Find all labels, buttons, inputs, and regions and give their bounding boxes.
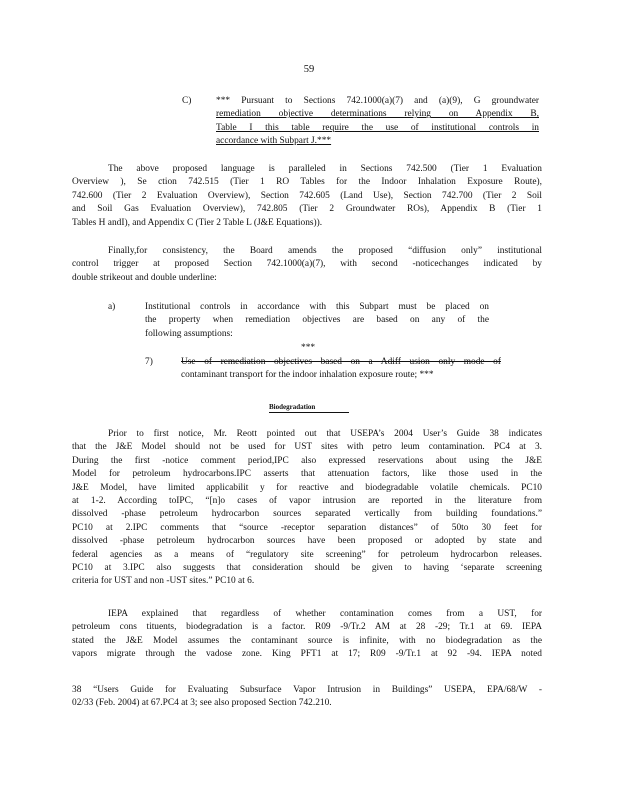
paragraph-line: During the first -notice comment period,IPC also expressed reservations about using the J&E [72, 455, 542, 466]
paragraph-line: dissolved -phase petroleum hydrocarbon sources separated vertically from building foundations.” [72, 509, 542, 520]
paragraph-line: The above proposed language is paralleled in Sections 742.500 (Tier 1 Evaluation [108, 164, 542, 174]
paragraph-line: 742.600 (Tier 2 Evaluation Overview), Section 742.605 (Land Use), Section 742.700 (Tier 2 Soil [72, 190, 542, 201]
paragraph-line: Overview ), Se ction 742.515 (Tier 1 RO Tables for the Indoor Inhalation Exposure Route), [72, 177, 542, 188]
section-c-line: remediation objective determinations relying on Appendix B, [216, 109, 539, 120]
item-7-text [181, 356, 501, 383]
paragraph-line: criteria for UST and non -UST sites.” PC10 at 6. [72, 576, 255, 587]
item-7-marker: 7) [145, 357, 153, 367]
paragraph-line: Finally,for consistency, the Board amends the proposed “diffusion only” institutional [108, 246, 542, 256]
paragraph-line: control trigger at proposed Section 742.1000(a)(7), with second -noticechanges indicated by [72, 259, 542, 270]
paragraph-line: petroleum cons tituents, biodegradation is a factor. R09 -9/Tr.2 AM at 28 -29; Tr.1 at 69. IEPA [72, 622, 542, 633]
paragraph-biodegradation [72, 428, 542, 589]
paragraph-line: Tables H andI), and Appendix C (Tier 2 Table L (J&E Equations)). [72, 217, 323, 228]
paragraph-line: PC10 at 3.IPC also suggests that consideration should be given to having ‘separate screening [72, 563, 542, 574]
paragraph-line: Prior to first notice, Mr. Reott pointed out that USEPA’s 2004 User’s Guide 38 indicates [108, 429, 542, 439]
paragraph-line: stated the J&E Model assumes the contaminant source is infinite, with no biodegradation as the [72, 635, 542, 646]
paragraph-consistency [72, 245, 542, 285]
item-7-line: contaminant transport for the indoor inhalation exposure route; *** [181, 370, 434, 381]
item-a-text [145, 301, 489, 341]
section-c-line: accordance with Subpart J.*** [216, 136, 332, 147]
footnote-line: 02/33 (Feb. 2004) at 67.PC4 at 3; see also proposed Section 742.210. [72, 698, 332, 709]
paragraph-line: that the J&E Model should not be used for UST sites with petro leum contamination. PC4 at 3. [72, 442, 542, 453]
paragraph-line: federal agencies as a means of “regulatory site screening” for petroleum hydrocarbon releases. [72, 549, 542, 560]
section-c-marker: C) [182, 96, 192, 106]
paragraph-parallel-sections [72, 163, 542, 230]
page-number: 59 [303, 64, 315, 75]
footnote-line: 38 “Users Guide for Evaluating Subsurface Vapor Intrusion in Buildings” USEPA, EPA/68/W - [72, 685, 542, 695]
section-c-text [216, 95, 539, 149]
paragraph-line: dissolved -phase petroleum hydrocarbon sources have been proposed or adopted by state and [72, 536, 542, 547]
item-a-marker: a) [108, 302, 116, 312]
item-a-line: the property when remediation objectives are based on any of the [145, 315, 489, 326]
paragraph-line: at 1-2. According toIPC, “[n]o cases of vapor intrusion are reported in the literature from [72, 496, 542, 507]
paragraph-iepa-explained [72, 608, 542, 662]
paragraph-line: PC10 at 2.IPC comments that “source -receptor separation distances” of 50to 30 feet for [72, 522, 542, 533]
item-a-line: Institutional controls in accordance with this Subpart must be placed on [145, 302, 489, 312]
paragraph-line: vapors migrate through the vadose zone. King PFT1 at 17; R09 -9/Tr.1 at 92 -94. IEPA noted [72, 649, 542, 660]
paragraph-line: and Soil Gas Evaluation Overview), 742.805 (Tier 2 Groundwater ROs), Appendix B (Tier 1 [72, 204, 542, 215]
paragraph-line: double strikeout and double underline: [72, 272, 217, 283]
item-a-asterisks: *** [301, 343, 316, 353]
section-c-line: *** Pursuant to Sections 742.1000(a)(7) and (a)(9), G groundwater [216, 96, 539, 106]
section-heading-biodegradation: Biodegradation [269, 403, 349, 413]
item-a-line: following assumptions: [145, 328, 233, 339]
paragraph-line: J&E Model, have limited applicabilit y for reactive and biodegradable volatile chemicals. PC10 [72, 482, 542, 493]
item-7-line: Use of remediation objectives based on a Adiff usion only mode of [181, 357, 501, 367]
footnote-38 [72, 684, 542, 711]
section-c-line: Table I this table require the use of institutional controls in [216, 122, 539, 133]
paragraph-line: IEPA explained that regardless of whether contamination comes from a UST, for [108, 609, 542, 619]
paragraph-line: Model for petroleum hydrocarbons.IPC asserts that attenuation factors, like those used in the [72, 469, 542, 480]
